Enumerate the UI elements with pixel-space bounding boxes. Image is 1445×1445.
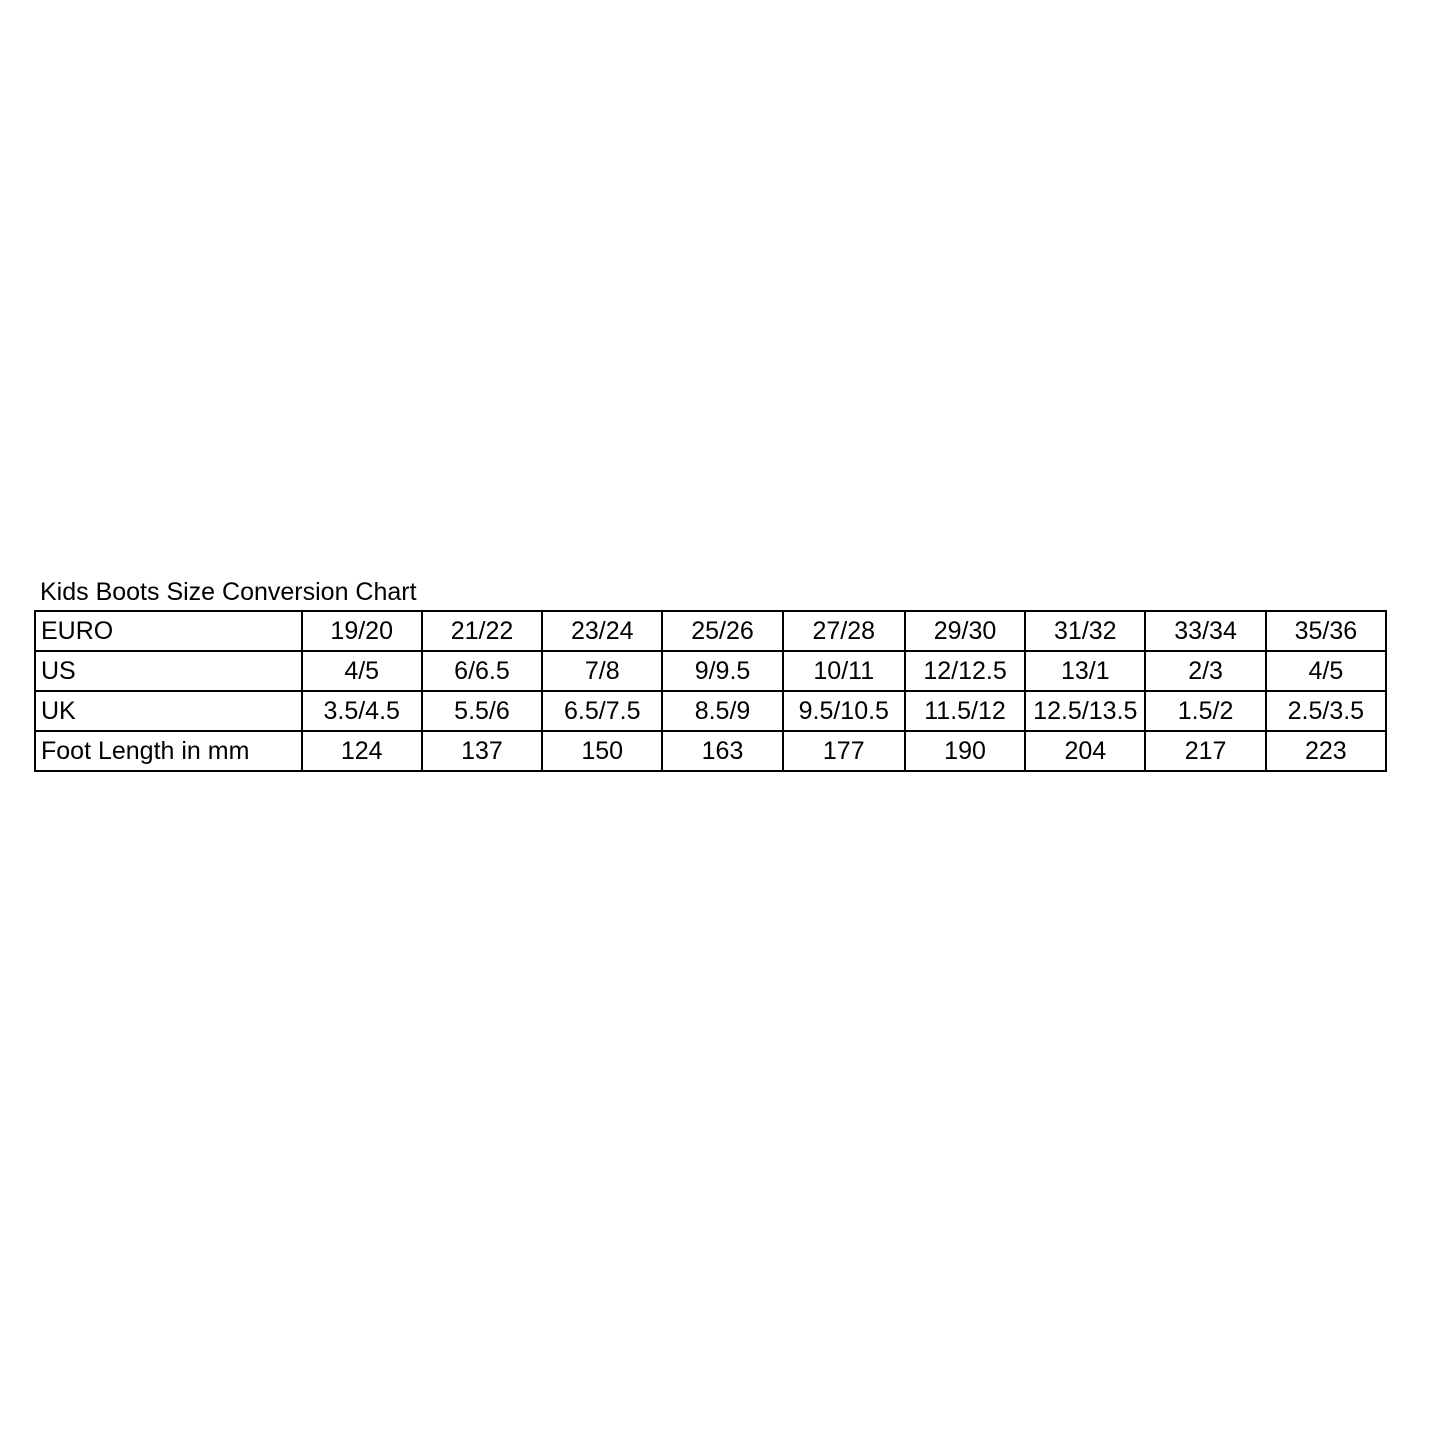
- size-chart: [34, 574, 1387, 772]
- table-cell: 33/34: [1145, 611, 1265, 651]
- row-label: Foot Length in mm: [35, 731, 302, 771]
- table-cell: 8.5/9: [662, 691, 782, 731]
- table-cell: 31/32: [1025, 611, 1145, 651]
- table-cell: 25/26: [662, 611, 782, 651]
- table-cell: 12.5/13.5: [1025, 691, 1145, 731]
- table-cell: 23/24: [542, 611, 662, 651]
- table-cell: 6.5/7.5: [542, 691, 662, 731]
- table-cell: 29/30: [905, 611, 1025, 651]
- table-cell: 137: [422, 731, 542, 771]
- table-cell: 19/20: [302, 611, 422, 651]
- size-conversion-table: [34, 610, 1387, 772]
- row-label: EURO: [35, 611, 302, 651]
- table-row-uk: [35, 691, 1386, 731]
- table-cell: 204: [1025, 731, 1145, 771]
- row-label: UK: [35, 691, 302, 731]
- table-cell: 5.5/6: [422, 691, 542, 731]
- table-cell: 177: [783, 731, 905, 771]
- table-cell: 1.5/2: [1145, 691, 1265, 731]
- row-label: US: [35, 651, 302, 691]
- table-cell: 2/3: [1145, 651, 1265, 691]
- table-cell: 9/9.5: [662, 651, 782, 691]
- table-row-foot-length: [35, 731, 1386, 771]
- table-cell: 4/5: [1266, 651, 1386, 691]
- table-cell: 3.5/4.5: [302, 691, 422, 731]
- table-cell: 190: [905, 731, 1025, 771]
- table-cell: 35/36: [1266, 611, 1386, 651]
- table-cell: 2.5/3.5: [1266, 691, 1386, 731]
- table-cell: 163: [662, 731, 782, 771]
- chart-title: Kids Boots Size Conversion Chart: [40, 578, 417, 606]
- table-cell: 13/1: [1025, 651, 1145, 691]
- table-cell: 10/11: [783, 651, 905, 691]
- table-cell: 21/22: [422, 611, 542, 651]
- table-cell: 12/12.5: [905, 651, 1025, 691]
- table-row-us: [35, 651, 1386, 691]
- table-cell: 11.5/12: [905, 691, 1025, 731]
- table-cell: 9.5/10.5: [783, 691, 905, 731]
- table-cell: 150: [542, 731, 662, 771]
- table-cell: 124: [302, 731, 422, 771]
- table-cell: 6/6.5: [422, 651, 542, 691]
- table-row-euro: [35, 611, 1386, 651]
- table-cell: 223: [1266, 731, 1386, 771]
- table-cell: 27/28: [783, 611, 905, 651]
- table-cell: 4/5: [302, 651, 422, 691]
- table-cell: 217: [1145, 731, 1265, 771]
- table-cell: 7/8: [542, 651, 662, 691]
